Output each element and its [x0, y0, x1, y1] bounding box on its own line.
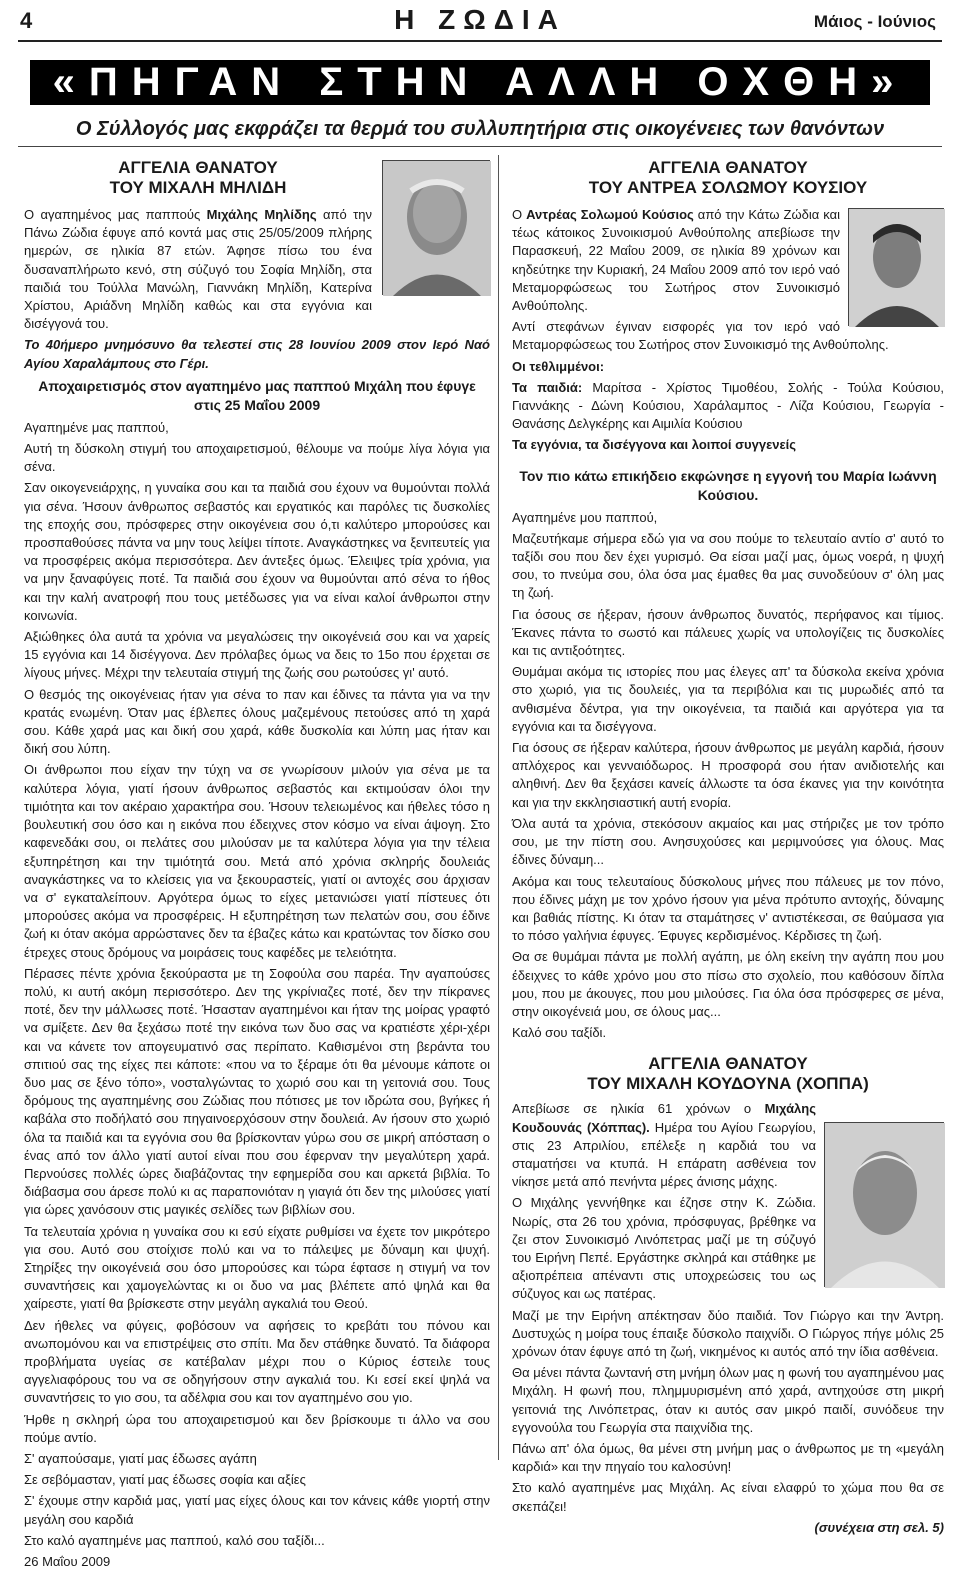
continued-note: (συνέχεια στη σελ. 5) — [814, 1519, 944, 1535]
portrait-image — [849, 209, 945, 327]
eulogy-title: Τον πιο κάτω επικήδειο εκφώνησε η εγγονή του Μαρία Ιωάννη Κούσιου. — [519, 467, 937, 503]
body-paragraph: Ακόμα και τους τελευταίους δύσκολους μήνες που πάλευες με τον πόνο, που έδινες μάχη με τον χρόνο ήσουν για μένα πρότυπο αντοχής, δύναμης και βαθιάς πίστης. Κι όταν τα σταμάτησες ν' αντιστέκεσαι, σε θαύμασα για το πόσο γαλήνια έφυγες. Έφυγες κερδισμένος. Κέρδισες τη ζωή. — [512, 873, 944, 944]
body-paragraph: Μαζί με την Ειρήνη απέκτησαν δύο παιδιά. Τον Γιώργο και την Άντρη. Δυστυχώς η μοίρα τους έπαιξε δύσκολο παιχνίδι. Ο Γιώργος πήγε μόλις 25 χρόνων όταν έφυγε από τη ζωή, νικημένος κι αυτός από την ίδια ασθένεια. — [512, 1307, 944, 1359]
header-divider — [18, 40, 942, 42]
body-paragraph: Θυμάμαι ακόμα τις ιστορίες που μας έλεγες απ' τα δύσκολα εκείνα χρόνια στο χωριό, για τις δουλειές, για τα περιβόλια και τις μυρωδιές από τα ανθισμένα δέντρα, για την οικογένεια, τα παιδιά και αργότερα για τα εγγόνια και τα δισέγγονα. — [512, 664, 944, 734]
body-paragraph: Στο καλό αγαπημένε μας Μιχάλη. Ας είναι ελαφρύ το χώμα που θα σε σκεπάζει! — [512, 1480, 944, 1514]
body-paragraph: Σαν οικογενειάρχης, η γυναίκα σου και τα παιδιά σου έχουν να θυμούνται πολλά για σένα. Ήσουν άνθρωπος σεβαστός και εργατικός και παρόλες τις δυσκολίες της εποχής σου, πρόσφερες στην οικογένεια σου ό,τι καλύτερο μπορούσες και προσπαθούσες πάντα να μην τους λείψει τίποτε. Αναγκάστηκες να ξενιτευτείς για να προσφέρεις ακόμα περισσότερα. Δεν άντεξες όμως. Έλειψες τρία χρόνια, για να μην ξαναφύγεις ποτέ. Τα παιδιά σου έχουν να θυμούνται από σένα το ήθος και την καλή ανατροφή που τους μετέδωσες για να είναι καλοί άνθρωποι στην κοινωνία. — [24, 480, 490, 623]
body-paragraph: Σε σεβόμασταν, γιατί μας έδωσες σοφία και αξίες — [24, 1472, 306, 1488]
body-paragraph: Δεν ήθελες να φύγεις, φοβόσουν να αφήσεις το κρεβάτι του πόνου και ανωπομόνου και να επιστρέψεις στο σπίτι. Μα δεν στάθηκε δυνατό. Τα διάφορα προβλήματα υγείας σε κατέβαλαν μέχρι που ο Κύριος έστειλε τους αγγελιαφόρους του να σε οδηγήσουν στην αγκαλιά του. Κι εσεί εκεί ψηλά να συναντήσεις το γιο σου, τα αδέλφια σου και τον αγαπημένο σου γιο. — [24, 1317, 490, 1406]
body-paragraph: Τα τελευταία χρόνια η γυναίκα σου κι εσύ είχατε ρυθμίσει να έχετε τον μικρότερο για σου. Αυτό σου στοίχισε πολύ και να το πάλεψες με δύναμη και ψυχή. Στηρίξες την οικογένειά σου όσο μπορούσες και τώρα έφτασε η στιγμή να τον συναντήσεις και χαμογελώντας κι οι δυο να μας βλέπετε από ψηλά και θα χαίρεστε, γιατί θα βρίσκεστε στην μεγάλη αγκαλιά του Θεού. — [24, 1223, 490, 1312]
body-paragraph: Στο καλό αγαπημένε μας παππού, καλό σου ταξίδι... — [24, 1532, 325, 1548]
body-paragraph: Σ' αγαπούσαμε, γιατί μας έδωσες αγάπη — [24, 1451, 257, 1466]
intro-paragraph: Ο Αντρέας Σολωμού Κούσιος από την Κάτω Ζώδια και τέως κάτοικος Συνοικισμού Ανθούπολης απεβίωσε την Παρασκευή, 22 Μαΐου 2009, σε ηλικία 89 χρόνων και κηδεύτηκε την Κυριακή, 24 Μαΐου 2009 από τον ιερό ναό Μεταμορφώσεως του Σωτήρος στον Συνοικισμό Ανθούπολης. — [512, 207, 840, 314]
body-paragraph: Θα σε θυμάμαι πάντα με πολλή αγάπη, με όλη εκείνη την αγάπη που μου έδειχνες το κάθε χρόνο μου στο πίσω στο σχολείο, που καθόσουν δίπλα μου, που με άκουγες, που μου μιλούσες. Για όλα όσα πρόσφερες σε μένα, στην οικογένειά μου, σε όλους μας... — [512, 949, 944, 1019]
left-column — [24, 158, 490, 1574]
body-paragraph: Πάνω απ' όλα όμως, θα μένει στη μνήμη μας ο άνθρωπος με τη «μεγάλη καρδιά» και την πηγαίο του καλοσύνη! — [512, 1440, 944, 1475]
body-paragraph: Μαζευτήκαμε σήμερα εδώ για να σου πούμε το τελευταίο αντίο σ' αυτό το ταξίδι σου που δεν έχει γυρισμό. Θα είσαι μαζί μας, όμως νοερά, η ψυχή σου, το πνεύμα σου, όλα όσα μας έμαθες θα μας συνοδεύουν σ' όλη μας τη ζωή. — [512, 530, 944, 601]
portrait-image — [383, 161, 491, 296]
body-paragraph: Πέρασες πέντε χρόνια ξεκούραστα με τη Σοφούλα σου παρέα. Την αγαπούσες πολύ, κι αυτή ακόμη περισσότερο. Δεν της γκρίνιαζες ποτέ, δεν την πίκρανες ποτέ, δεν την μάλλωσες ποτέ. Ήσασταν αγαπημένοι και ήταν της μοίρας γραφτό να σμίξετε. Δεν θα ξεχάσω ποτέ την εικόνα των δυο σας να κρατιέστε χέρι-χέρι και να κάνετε τον απογευματινό σας περίπατο. Καθισμένοι στη βεράντα του σπιτιού σας της είχες πει κάποτε: «που να το ξέραμε ότι θα μένουμε κάποτε οι δυο μας σε ξένο τόπο», νοσταλγώντας το χωριό σου και τη γειτονιά σου. Τους δρόμους της αγαπημένης σου Ζώδιας που πότισες με τον ιδρώτα σου, βγήκες ή καβάλα στο ποδήλατό σου πηγαινοερχόσουν στην δουλειά. Αν ήσουν στο χωριό όλα τα παιδιά και τα εγγόνια σου θα βρίσκονταν γύρω σου σε μικρή απόσταση ο ένας από τον άλλο γιατί αυτοί είναι που σου έφερναν την μεγαλύτερη χαρά. Περνούσες πολλές ώρες διαβάζοντας την εφημερίδα σου και αρκετά βιβλία. Το διάβασμα σου άρεσε πολύ κι ας παραπονιόταν η γιαγιά ότι δεν της μιλούσες γιατί για ώρες χανόσουν στις μαγικές σελίδες των βιβλίων σου. — [24, 965, 490, 1218]
salutation: Αγαπημένε μου παππού, — [512, 509, 658, 525]
farewell-title: Αποχαιρετισμός στον αγαπημένο μας παππού Μιχάλη που έφυγε στις 25 Μαΐου 2009 — [38, 377, 476, 413]
salutation: Αγαπημένε μας παππού, — [24, 419, 169, 435]
subtitle-divider — [18, 146, 942, 147]
notice-heading: ΑΓΓΕΛΙΑ ΘΑΝΑΤΟΥ — [648, 158, 808, 177]
body-paragraph: Ο Μιχάλης γεννήθηκε και έζησε στην Κ. Ζώδια. Νωρίς, στα 26 του χρόνια, πρόσφυγας, βρέθηκε να ζει στον Συνοικισμό Λινόπετρας μαζί με τη σύζυγό του Ειρήνη Πεπέ. Εργάστηκε σκληρά και στάθηκε με αξιοπρέπεια απέναντι στις υποχρεώσεις του ως σύζυγος και ως πατέρας. — [512, 1195, 816, 1302]
section-banner: «ΠΗΓΑΝ ΣΤΗΝ ΑΛΛΗ ΟΧΘΗ» — [30, 60, 930, 105]
body-paragraph: Για όσους σε ήξεραν καλύτερα, ήσουν άνθρωπος με μεγάλη καρδιά, ήσουν απλόχερος και γενναιόδωρος. Η προσφορά σου ήταν ανιδιοτελής και αληθινή. Δεν θα ξεχάσει κανείς άλλωστε τα όσα έκανες για την κοινότητα και για την εκκλησιαστική αυτή ενορία. — [512, 740, 944, 810]
deceased-name: Αντρέας Σολωμού Κούσιος — [526, 207, 694, 222]
body-paragraph: Ο θεσμός της οικογένειας ήταν για σένα το παν και έδινες τα πάντα για να την κρατάς ενωμένη. Όταν μας έβλεπες όλους μαζεμένους πετούσες από τη χαρά σου. Κάθε χαρά μας και δική σου χαρά, κάθε δυσκολία και λύπη μας ήταν και δική σου λύπη. — [24, 686, 490, 757]
letter-date: 26 Μαΐου 2009 — [24, 1554, 111, 1570]
column-divider — [498, 155, 499, 1460]
body-paragraph: Καλό σου ταξίδι. — [512, 1025, 607, 1041]
body-paragraph: Σ' έχουμε στην καρδιά μας, γιατί μας είχες όλους και τον κάνεις κάθε γιορτή στην μεγάλη σου καρδιά — [24, 1493, 490, 1527]
notice-heading: ΑΓΓΕΛΙΑ ΘΑΝΑΤΟΥ — [648, 1054, 808, 1074]
grandchildren-paragraph: Τα εγγόνια, τα δισέγγονα και λοιποί συγγενείς — [512, 437, 797, 453]
body-paragraph: Οι άνθρωποι που είχαν την τύχη να σε γνωρίσουν μιλούν για σένα με τα καλύτερα λόγια, γιατί ήσουν άνθρωπος σεβαστός και εκτιμούσαν όλοι την τιμιότητα και τον ακέραιο χαρακτήρα σου. Ήσουν τελειωμένος και ήθελες τόσο η βουλευτική σου όσο και η εικόνα που έδειχνες στον κόσμο να είναι άψογη. Στο καφενεδάκι σου, οι πελάτες σου μιλούσαν με τα καλύτερα λόγια για την τέλεια εξυπηρέτηση και την τιμιότητά σου. Μετά από χρόνια σκληρής δουλειάς αναγκάστηκες να το κλείσεις για να ξεκουραστείς, γιατί οι αντοχές σου άρχισαν να σ' εγκαταλείπουν. Αργότερα όμως το είχες μετανιώσει γιατί πίστευες ότι μπορούσες ακόμα να προσφέρεις. Η εξυπηρέτηση των πελατών σου, σου έδινε ζωή κι όταν ακόμα αρρώστανες δεν τα έβαζες κάτω και κρατώντας τον δίσκο σου έτρεχες στους δρόμους να μοιράσεις τους καφέδες με τελειότητα. — [24, 762, 490, 960]
deceased-name: Μιχάλης Κουδουνάς (Χόππας). — [512, 1101, 816, 1135]
intro-paragraph: Ο αγαπημένος μας παππούς Μιχάλης Μηλίδης από την Πάνω Ζώδια έφυγε από κοντά μας στις 25/05/2009 πλήρης ημερών, σε ηλικία 87 ετών. Άφησε πίσω του ένα δυσαναπλήρωτο κενό, στη σύζυγό του Σοφία Μηλίδη, στα παιδιά του Τούλλα Μανώλη, Γιαννάκη Μηλίδη, Κατερίνα Χρίστου, Αριάδνη Μηλίδη καθώς και στα εγγόνια και δισέγγονά του. — [24, 207, 372, 332]
page-header — [0, 0, 960, 42]
deceased-name: Μιχάλης Μηλίδης — [206, 207, 317, 222]
portrait-image — [825, 1123, 945, 1288]
body-paragraph: Θα μένει πάντα ζωντανή στη μνήμη όλων μας η φωνή του αγαπημένου μας Μιχάλη. Η φωνή που, πλημμυρισμένη από χαρά, αντηχούσε στη μικρή γειτονιά της Λινόπετρας, όταν κι αυτός σαν μικρό παιδί, συνόδευε την εγγονούλα του Γεωργία στα παιχνίδια της. — [512, 1365, 944, 1435]
issue-date: Μάιος - Ιούνιος — [813, 12, 936, 31]
children-paragraph: Τα παιδιά: Μαρίτσα - Χρίστος Τιμοθέου, Σολής - Τούλα Κούσιου, Γιαννάκης - Δώνη Κούσιου, Χαράλαμπος - Λίζα Κούσιου, Γεωργία - Θανάσης Δελγκέρης και Αιμιλία Κούσιου — [512, 379, 944, 432]
section-subtitle: Ο Σύλλογός μας εκφράζει τα θερμά του συλλυπητήρια στις οικογένειες των θανόντων — [75, 118, 885, 140]
page-number: 4 — [20, 8, 33, 33]
memorial-notice: Το 40ήμερο μνημόσυνο θα τελεστεί στις 28 Ιουνίου 2009 στον Ιερό Ναό Αγίου Χαραλάμπους στο Γέρι. — [24, 337, 490, 371]
notice-name-heading: ΤΟΥ ΑΝΤΡΕΑ ΣΟΛΩΜΟΥ ΚΟΥΣΙΟΥ — [588, 178, 868, 197]
portrait-photo — [824, 1122, 944, 1287]
notice-name-heading: ΤΟΥ ΜΙΧΑΛΗ ΚΟΥΔΟΥΝΑ (ΧΟΠΠΑ) — [587, 1074, 869, 1094]
portrait-photo — [848, 208, 944, 326]
body-paragraph: Για όσους σε ήξεραν, ήσουν άνθρωπος δυνατός, περήφανος και τίμιος. Έκανες πάντα το σωστό και πάλευες χωρίς να υπολογίζεις τις δυσκολίες και τις αντιξοότητες. — [512, 606, 944, 659]
body-paragraph: Όλα αυτά τα χρόνια, στεκόσουν ακμαίος και μας στήριζες με τον τρόπο σου, με την πίστη σου. Ανησυχούσες και μεριμνούσες για όλους. Μας έδινες δύναμη... — [512, 815, 944, 868]
eulogy-body — [512, 530, 944, 1042]
body-paragraph: Ήρθε η σκληρή ώρα του αποχαιρετισμού και δεν βρίσκουμε τι άλλο να σου πούμε αντίο. — [24, 1411, 490, 1445]
mourners-label: Οι τεθλιμμένοι: — [512, 358, 605, 374]
body-paragraph: Αυτή τη δύσκολη στιγμή του αποχαιρετισμού, θέλουμε να πούμε λίγα λόγια για σένα. — [24, 441, 490, 475]
portrait-photo — [382, 160, 490, 295]
notice-name-heading: ΤΟΥ ΜΙΧΑΛΗ ΜΗΛΙΔΗ — [109, 178, 287, 197]
masthead: Η ΖΩΔΙΑ — [394, 4, 566, 35]
farewell-body — [24, 440, 490, 1550]
wreaths-paragraph: Αντί στεφάνων έγιναν εισφορές για τον ιερό ναό Μεταμορφώσεως του Σωτήρος στον Συνοικισμό της Ανθούπολης. — [512, 319, 889, 353]
right-column — [512, 158, 944, 1537]
notice-heading: ΑΓΓΕΛΙΑ ΘΑΝΑΤΟΥ — [118, 158, 278, 177]
body-paragraph: Αξιώθηκες όλα αυτά τα χρόνια να μεγαλώσεις την οικογένειά σου και να χαρείς 15 εγγόνια και 14 δισέγγονα. Δεν πρόλαβες όμως να δεις το 15ο που έρχεται σε λίγους μήνες. Μέχρι την τελευταία στιγμή της ζωής σου ρωτούσες γι' αυτό. — [24, 629, 490, 681]
intro-paragraph: Απεβίωσε σε ηλικία 61 χρόνων ο Μιχάλης Κουδουνάς (Χόππας). Ημέρα του Αγίου Γεωργίου, στις 23 Απριλίου, επέλεξε η καρδιά του να σταματήσει να κτυπά. Η επάρατη ασθένεια τον νίκησε μετά από πενήντα μέρες άνισης μάχης. — [512, 1101, 816, 1190]
